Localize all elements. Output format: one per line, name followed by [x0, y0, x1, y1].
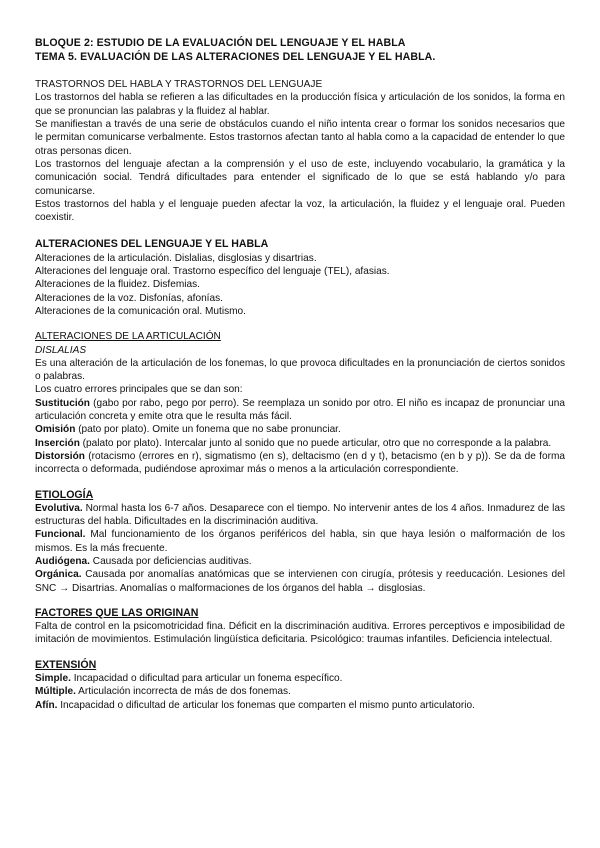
articulacion-title: ALTERACIONES DE LA ARTICULACIÓN: [35, 331, 221, 343]
intro-title: TRASTORNOS DEL HABLA Y TRASTORNOS DEL LENGUAJE: [35, 79, 323, 91]
error-text: (rotacismo (errores en r), sigmatismo (en s), deltacismo (en d y t), betacismo (en b y p)). Se da de forma incorrecta o deformada, pudiéndose aproximar más o menos a la articulación correspondiente.: [35, 450, 565, 476]
error-item: [35, 423, 565, 436]
errors-intro: Los cuatro errores principales que se dan son:: [35, 384, 243, 396]
extension-section: [35, 659, 565, 712]
etiologia-title: ETIOLOGÍA: [35, 488, 94, 501]
extension-text: Articulación incorrecta de más de dos fonemas.: [75, 686, 291, 698]
extension-text: Incapacidad o dificultad para articular un fonema específico.: [70, 673, 343, 685]
error-item: [35, 437, 565, 450]
etiologia-text: Normal hasta los 6-7 años. Desaparece con el tiempo. No intervenir antes de los 4 años. Inmadurez de las estructuras del habla. Dificultades en la discriminación auditiva.: [35, 502, 565, 528]
error-term: Inserción: [35, 437, 80, 449]
intro-paragraph: Se manifiestan a través de una serie de obstáculos cuando el niño intenta crear o formar los sonidos necesarios que le permitan comunicarse verbalmente. Estos trastornos afectan tanto al habla como a la capacidad de entender lo que otras personas dicen.: [35, 119, 565, 157]
etiologia-term: Evolutiva.: [35, 502, 83, 514]
etiologia-text: Mal funcionamiento de los órganos periféricos del habla, sin que haya lesión o malformación de los mismos. Es la más frecuente.: [35, 529, 565, 554]
etiologia-item: [35, 555, 565, 568]
error-item: [35, 450, 565, 477]
document-header-line-2: TEMA 5. EVALUACIÓN DE LAS ALTERACIONES DEL LENGUAJE Y EL HABLA.: [35, 50, 436, 63]
factores-text: Falta de control en la psicomotricidad fina. Déficit en la discriminación auditiva. Errores perceptivos e imposibilidad de imitación de movimientos. Estimulación lingüística deficitaria. Psicológico: traumas infantiles. Deficiencia intelectual.: [35, 621, 565, 646]
error-term: Omisión: [35, 424, 76, 436]
extension-item: [35, 699, 565, 712]
intro-paragraph: Los trastornos del lenguaje afectan a la comprensión y el uso de este, incluyendo vocabulario, la gramática y la comunicación social. Tendrá dificultades para entender el significado de lo que se está hablando y/o para comunicarse.: [35, 158, 565, 197]
etiologia-term: Orgánica.: [35, 569, 82, 581]
dislalias-definition: Es una alteración de la articulación de los fonemas, lo que provoca dificultades en la pronunciación de ciertos sonidos o palabras.: [35, 357, 565, 383]
error-term: Distorsión: [35, 450, 85, 462]
document-page: [35, 37, 565, 712]
extension-item: [35, 672, 565, 685]
intro-paragraph: Los trastornos del habla se refieren a las dificultades en la producción física y articulación de los sonidos, la forma en que se pronuncian las palabras y la fluidez al hablar.: [35, 92, 565, 117]
etiologia-term: Audiógena.: [35, 555, 90, 567]
extension-term: Simple.: [35, 673, 71, 685]
extension-title: EXTENSIÓN: [35, 658, 97, 671]
articulacion-section: [35, 330, 565, 476]
etiologia-text: Causada por anomalías anatómicas que se intervienen con cirugía, prótesis y reeducación. Lesiones del SNC → Disartrias. Anomalías o malformaciones de los órganos del habla → disglosias.: [35, 569, 565, 594]
intro-section: [35, 78, 565, 224]
error-item: [35, 397, 565, 424]
etiologia-text: Causada por deficiencias auditivas.: [89, 555, 252, 567]
extension-item: [35, 685, 565, 698]
dislalias-subtitle: DISLALIAS: [35, 344, 87, 356]
alteraciones-item: Alteraciones de la voz. Disfonías, afonías.: [35, 292, 223, 304]
alteraciones-item: Alteraciones de la fluidez. Disfemias.: [35, 279, 200, 291]
extension-text: Incapacidad o dificultad de articular los fonemas que comparten el mismo punto articulatorio.: [57, 699, 475, 711]
factores-title: FACTORES QUE LAS ORIGINAN: [35, 606, 199, 619]
extension-term: Afín.: [35, 699, 58, 711]
alteraciones-item: Alteraciones del lenguaje oral. Trastorno específico del lenguaje (TEL), afasias.: [35, 266, 390, 278]
etiologia-section: [35, 489, 565, 595]
document-header-line-1: BLOQUE 2: ESTUDIO DE LA EVALUACIÓN DEL LENGUAJE Y EL HABLA: [35, 37, 406, 49]
factores-section: [35, 607, 565, 647]
etiologia-item: [35, 568, 565, 595]
extension-term: Múltiple.: [35, 686, 76, 698]
alteraciones-item: Alteraciones de la comunicación oral. Mutismo.: [35, 305, 246, 317]
intro-paragraph: Estos trastornos del habla y el lenguaje pueden afectar la voz, la articulación, la fluidez y el lenguaje oral. Pueden coexistir.: [35, 198, 565, 224]
error-text: (pato por plato). Omite un fonema que no sabe pronunciar.: [75, 424, 341, 436]
error-term: Sustitución: [35, 397, 90, 409]
etiologia-term: Funcional.: [35, 529, 86, 541]
error-text: (gabo por rabo, pego por perro). Se reemplaza un sonido por otro. El niño es incapaz de pronunciar una articulación concreta y emite otra que le resulta más fácil.: [35, 397, 565, 423]
etiologia-item: [35, 528, 565, 555]
alteraciones-title: ALTERACIONES DEL LENGUAJE Y EL HABLA: [35, 238, 269, 251]
error-text: (palato por plato). Intercalar junto al sonido que no puede articular, otro que no corresponde a la palabra.: [79, 437, 552, 449]
alteraciones-section: [35, 238, 565, 318]
alteraciones-item: Alteraciones de la articulación. Dislalias, disglosias y disartrias.: [35, 252, 317, 264]
etiologia-item: [35, 502, 565, 529]
